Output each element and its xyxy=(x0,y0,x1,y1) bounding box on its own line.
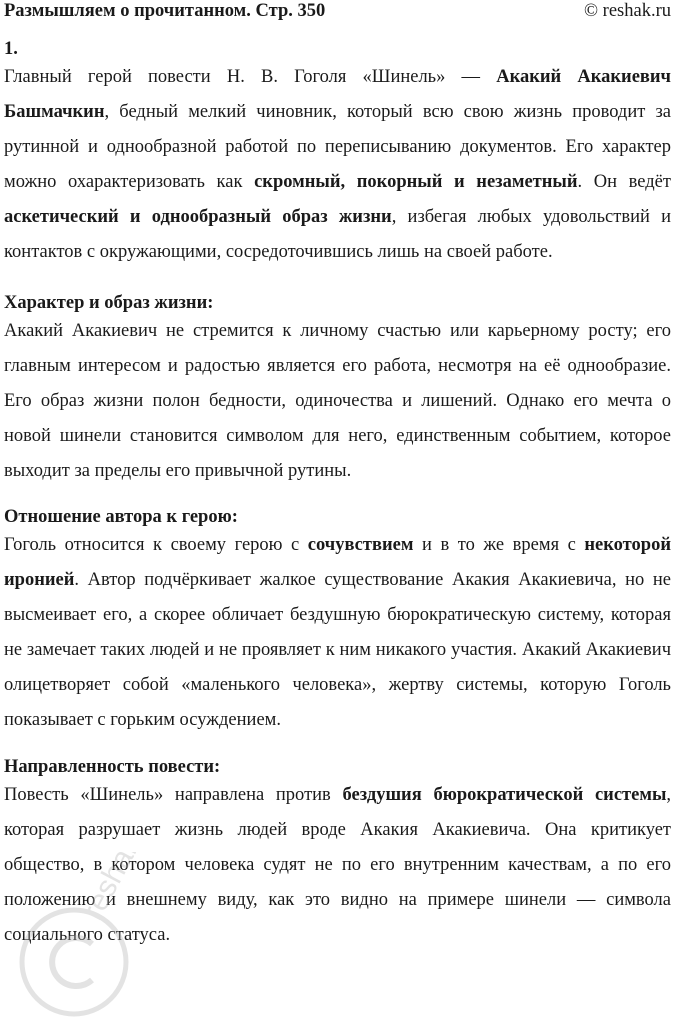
author-bold-irony: некоторой иронией xyxy=(4,535,671,590)
author-text-3: . Автор подчёркивает жалкое существование Акакия Акакиевича, но не высмеивает его, а скорее обличает бездушную бюрократическую систему, которая не замечает таких людей и не проявляет к ним никакого участия. Акакий Акакиевич олицетворяет собой «маленького человека», жертву системы, которую Гоголь показывает с горьким осуждением. xyxy=(4,570,671,730)
document-page xyxy=(4,0,671,953)
page-title: Размышляем о прочитанном. Стр. 350 xyxy=(4,1,326,21)
direction-bold-bureaucracy: бездушия бюрократической системы xyxy=(342,785,667,805)
site-copyright: © reshak.ru xyxy=(584,1,671,21)
character-paragraph: Акакий Акакиевич не стремится к личному счастью или карьерному росту; его главным интересом и радостью является его работа, несмотря на её однообразие. Его образ жизни полон бедности, одиночества и лишений. Однако его мечта о новой шинели становится символом для него, единственным событием, которое выходит за пределы его привычной рутины. xyxy=(4,321,671,481)
question-number: 1. xyxy=(4,39,18,59)
author-text-2: и в то же время с xyxy=(413,535,585,555)
intro-text-3: . Он ведёт xyxy=(577,172,671,192)
direction-heading: Направленность повести: xyxy=(4,757,221,777)
intro-text-4: , избегая любых удовольствий и контактов с окружающими, сосредоточившись лишь на своей работе. xyxy=(4,207,671,262)
direction-paragraph xyxy=(4,778,671,953)
intro-bold-hero-name: Акакий Акакиевич Башмачкин xyxy=(4,67,671,122)
intro-bold-lifestyle: аскетический и однообразный образ жизни xyxy=(4,207,392,227)
intro-text-2: , бедный мелкий чиновник, который всю свою жизнь проводит за рутинной и однообразной работой по переписыванию документов. Его характер можно охарактеризовать как xyxy=(4,102,671,192)
author-paragraph xyxy=(4,528,671,738)
author-heading: Отношение автора к герою: xyxy=(4,507,238,527)
direction-text-2: , которая разрушает жизнь людей вроде Акакия Акакиевича. Она критикует общество, в котором человека судят не по его внутренним качествам, а по его положению и внешнему виду, как это видно на примере шинели — символа социального статуса. xyxy=(4,785,672,945)
intro-bold-character: скромный, покорный и незаметный xyxy=(254,172,578,192)
author-text-1: Гоголь относится к своему герою с xyxy=(4,535,308,555)
character-heading: Характер и образ жизни: xyxy=(4,293,214,313)
intro-paragraph xyxy=(4,60,671,270)
author-bold-sympathy: сочувствием xyxy=(307,535,414,555)
page-header xyxy=(4,0,671,28)
intro-text-1: Главный герой повести Н. В. Гоголя «Шинель» — xyxy=(4,67,497,87)
watermark-text: reshak.ru xyxy=(76,852,164,926)
direction-text-1: Повесть «Шинель» направлена против xyxy=(4,785,343,805)
